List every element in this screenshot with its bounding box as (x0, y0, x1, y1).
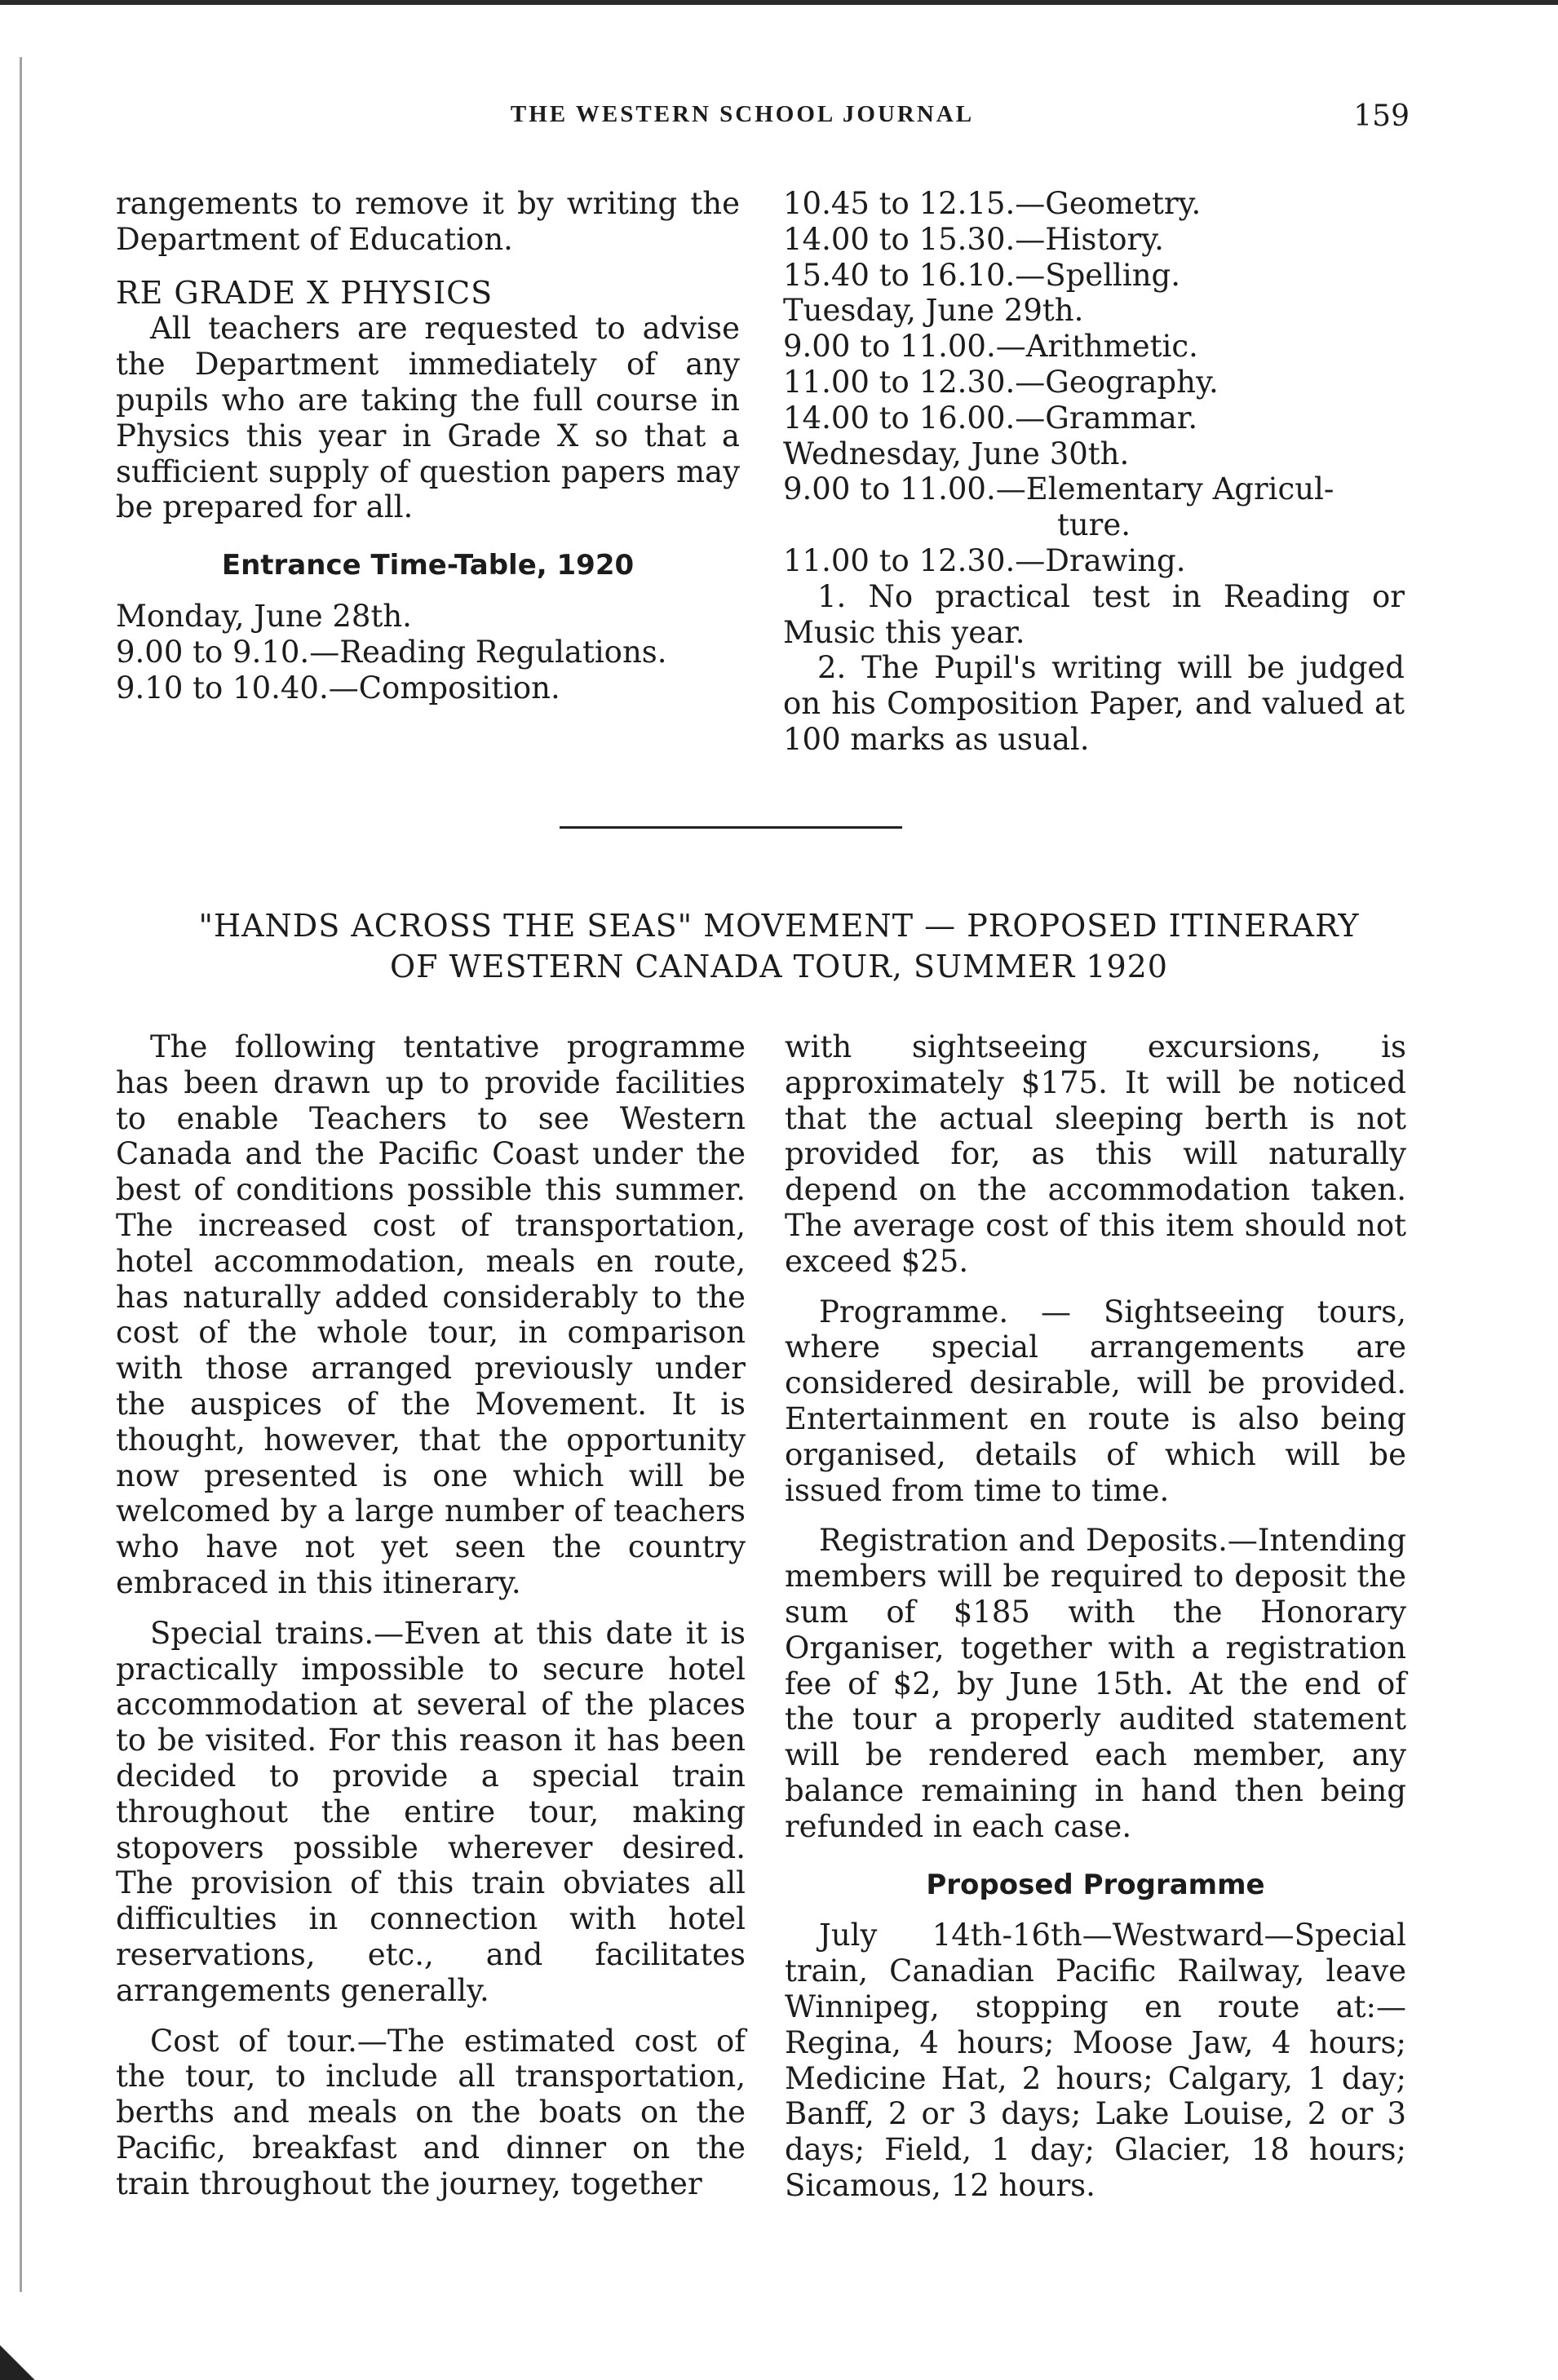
timetable-day-monday: Monday, June 28th. (116, 598, 412, 634)
timetable-entry: 14.00 to 16.00.—Grammar. (783, 400, 1198, 436)
article-paragraph: Registration and Deposits.—Intending members will be required to deposit the sum of $185 with the Honorary Organiser, together with a registration fee of $2, by June 15th. At the end of the tour a properly audited statement will be rendered each member, any balance remaining in hand then being refunded in each case. (785, 1523, 1406, 1844)
timetable-entry-text: 9.00 to 11.00.—Elementary Agricul- (783, 471, 1334, 507)
timetable-title: Entrance Time-Table, 1920 (221, 549, 635, 582)
physics-paragraph: All teachers are requested to advise the Department immediately of any pupils who are taking the full course in Physics this year in Grade X so that a sufficient supply of question papers may be prepared for all. (116, 311, 740, 525)
article-paragraph: with sightseeing excursions, is approximately $175. It will be noticed that the actual sleeping berth is not provided for, as this will naturally depend on the accommodation taken. The average cost of this item should not exceed $25. (785, 1029, 1406, 1279)
article-paragraph: Cost of tour.—The estimated cost of the tour, to include all transportation, berths and meals on the boats on the Pacific, breakfast and dinner on the train throughout the journey, together (116, 2023, 746, 2201)
continuation-text: rangements to remove it by writing the Department of Education. (116, 186, 740, 257)
running-header (0, 96, 1558, 145)
section-divider (560, 826, 902, 829)
page-binding-edge (20, 57, 22, 2292)
timetable-entry (783, 471, 1405, 543)
page-number: 159 (1353, 100, 1410, 133)
timetable-entry: 15.40 to 16.10.—Spelling. (783, 257, 1180, 293)
timetable-day-tuesday: Tuesday, June 29th. (783, 293, 1084, 329)
top-left-column (116, 186, 740, 706)
article-left-column (116, 1029, 746, 2202)
journal-title: THE WESTERN SCHOOL JOURNAL (510, 101, 975, 127)
timetable-entry: 9.10 to 10.40.—Composition. (116, 670, 560, 706)
programme-paragraph: July 14th-16th—Westward—Special train, Canadian Pacific Railway, leave Winnipeg, stopping en route at:—Regina, 4 hours; Moose Jaw, 4 hours; Medicine Hat, 2 hours; Calgary, 1 day; Banff, 2 or 3 days; Lake Louise, 2 or 3 days; Field, 1 day; Glacier, 18 hours; Sicamous, 12 hours. (785, 1918, 1406, 2203)
article-title (106, 905, 1452, 987)
programme-title: Proposed Programme (926, 1868, 1265, 1901)
timetable-day-wednesday: Wednesday, June 30th. (783, 436, 1130, 471)
section-title-physics: RE GRADE X PHYSICS (116, 274, 494, 311)
timetable-entry: 9.00 to 11.00.—Arithmetic. (783, 329, 1198, 365)
timetable-entry: 14.00 to 15.30.—History. (783, 221, 1164, 257)
article-paragraph: Programme. — Sightseeing tours, where special arrangements are considered desirable, will be provided. Entertainment en route is also being organised, details of which will be issued from time to time. (785, 1294, 1406, 1508)
timetable-entry: 11.00 to 12.30.—Drawing. (783, 542, 1186, 578)
timetable-entry: 11.00 to 12.30.—Geography. (783, 364, 1219, 400)
timetable-entry: 9.00 to 9.10.—Reading Regulations. (116, 634, 667, 670)
article-paragraph: The following tentative programme has been drawn up to provide facilities to enable Teachers to see Western Canada and the Pacific Coast under the best of conditions possible this summer. The increased cost of transportation, hotel accommodation, meals en route, has naturally added considerably to the cost of the whole tour, in comparison with those arranged previously under the auspices of the Movement. It is thought, however, that the opportunity now presented is one which will be welcomed by a large number of teachers who have not yet seen the country embraced in this itinerary. (116, 1029, 746, 1600)
top-right-column (783, 186, 1405, 758)
article-title-line-2: OF WESTERN CANADA TOUR, SUMMER 1920 (390, 949, 1168, 984)
timetable-entry: 10.45 to 12.15.—Geometry. (783, 186, 1202, 221)
top-border-rule (0, 0, 1558, 5)
article-paragraph: Special trains.—Even at this date it is practically impossible to secure hotel accommodation at several of the places to be visited. For this reason it has been decided to provide a special train throughout the entire tour, making stopovers possible wherever desired. The provision of this train obviates all difficulties in connection with hotel reservations, etc., and facilitates arrangements generally. (116, 1615, 746, 2008)
article-right-column (785, 1029, 1406, 2204)
timetable-entry-continuation: ture. (1056, 507, 1131, 543)
timetable-note-1: 1. No practical test in Reading or Music this year. (783, 578, 1405, 650)
article-title-line-1: "HANDS ACROSS THE SEAS" MOVEMENT — PROPOSED ITINERARY (198, 908, 1360, 944)
timetable-note-2: 2. The Pupil's writing will be judged on his Composition Paper, and valued at 100 marks as usual. (783, 650, 1405, 757)
page-corner-mark (0, 2323, 57, 2380)
